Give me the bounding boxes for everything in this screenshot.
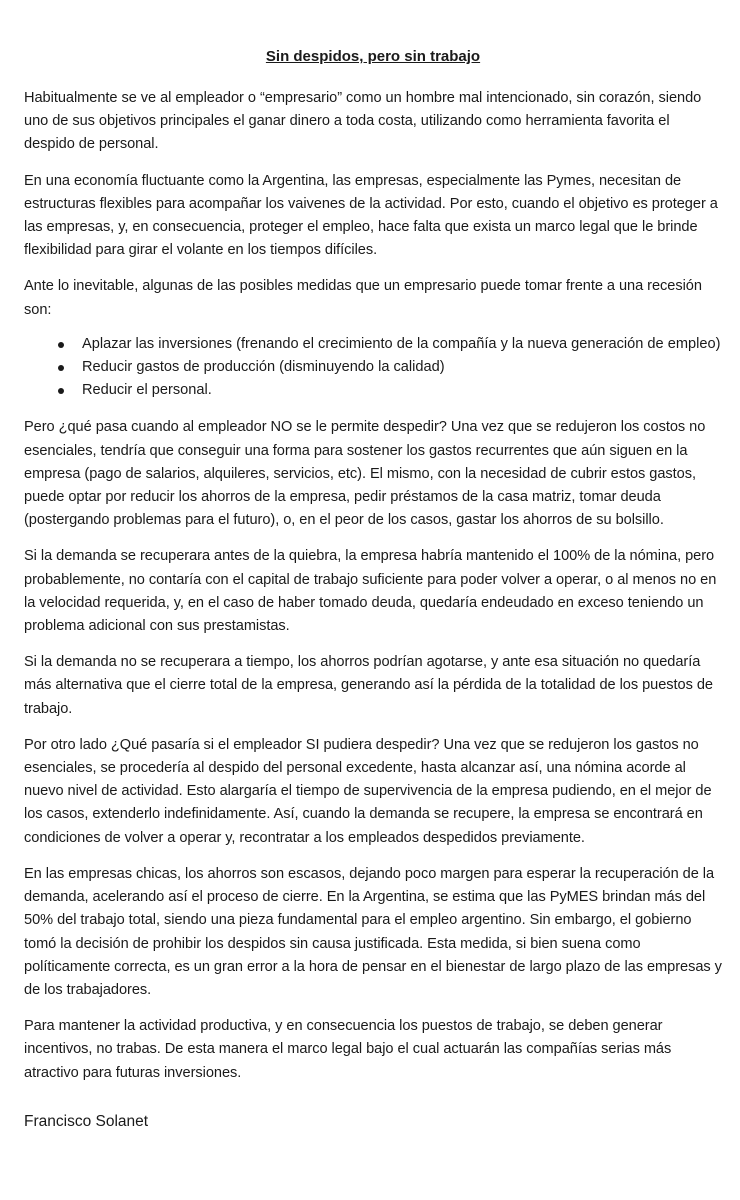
paragraph-9: Para mantener la actividad productiva, y en consecuencia los puestos de trabajo, se deben generar incentivos, no trabas. De esta manera el marco legal bajo el cual actuarán las compañías serias más atractivo para futuras inversiones. bbox=[24, 1018, 672, 1081]
paragraph-5: Si la demanda se recuperara antes de la quiebra, la empresa habría mantenido el 100% de la nómina, pero probablemente, no contaría con el capital de trabajo suficiente para poder volver a operar, o al menos no en la velocidad requerida, y, en el caso de haber tomado deuda, quedaría endeudado en exceso teniendo un problema adicional con sus prestamistas. bbox=[24, 548, 717, 635]
list-item: Aplazar las inversiones (frenando el crecimiento de la compañía y la nueva generación de empleo) bbox=[82, 333, 722, 356]
paragraph-4: Pero ¿qué pasa cuando al empleador NO se le permite despedir? Una vez que se redujeron los costos no esenciales, tendría que conseguir una forma para sostener los gastos recurrentes que aún siguen en la empresa (pago de salarios, alquileres, servicios, etc). El mismo, con la necesidad de cubrir estos gastos, puede optar por reducir los ahorros de la empresa, pedir préstamos de la casa matriz, tomar deuda (postergando problemas para el futuro), o, en el peor de los casos, gastar los ahorros de su bolsillo. bbox=[24, 419, 706, 529]
list-item: Reducir el personal. bbox=[82, 379, 722, 402]
paragraph-3: Ante lo inevitable, algunas de las posibles medidas que un empresario puede tomar frente a una recesión son: bbox=[24, 278, 702, 318]
list-item: Reducir gastos de producción (disminuyendo la calidad) bbox=[82, 356, 722, 379]
paragraph-7: Por otro lado ¿Qué pasaría si el empleador SI pudiera despedir? Una vez que se redujeron los gastos no esenciales, se procedería al despido del personal excedente, hasta alcanzar así, una nómina acorde al nuevo nivel de actividad. Esto alargaría el tiempo de supervivencia de la empresa pudiendo, en el mejor de los casos, extenderlo indefinidamente. Así, cuando la demanda se recupere, la empresa se encontrará en condiciones de volver a operar y, recontratar a los empleados despedidos previamente. bbox=[24, 736, 712, 846]
paragraph-6: Si la demanda no se recuperara a tiempo, los ahorros podrían agotarse, y ante esa situación no quedaría más alternativa que el cierre total de la empresa, generando así la pérdida de la totalidad de los puestos de trabajo. bbox=[24, 654, 714, 717]
paragraph-1: Habitualmente se ve al empleador o “empresario” como un hombre mal intencionado, sin corazón, siendo uno de sus objetivos principales el ganar dinero a toda costa, utilizando como herramienta favorita el despido de personal. bbox=[24, 90, 702, 153]
paragraph-2: En una economía fluctuante como la Argentina, las empresas, especialmente las Pymes, necesitan de estructuras flexibles para acompañar los vaivenes de la actividad. Por esto, cuando el objetivo es proteger a las empresas, y, en consecuencia, proteger el empleo, hace falta que exista un marco legal que le brinde flexibilidad para girar el volante en los tiempos difíciles. bbox=[24, 172, 718, 259]
document-title: Sin despidos, pero sin trabajo bbox=[265, 48, 481, 65]
measures-list bbox=[24, 333, 722, 403]
author-signature: Francisco Solanet bbox=[24, 1113, 149, 1130]
paragraph-8: En las empresas chicas, los ahorros son escasos, dejando poco margen para esperar la recuperación de la demanda, acelerando así el proceso de cierre. En la Argentina, se estima que las PyMES brindan más del 50% del trabajo total, siendo una pieza fundamental para el empleo argentino. Sin embargo, el gobierno tomó la decisión de prohibir los despidos sin causa justificada. Esta medida, si bien suena como políticamente correcta, es un gran error a la hora de pensar en el bienestar de largo plazo de las empresas y de los trabajadores. bbox=[24, 865, 722, 998]
